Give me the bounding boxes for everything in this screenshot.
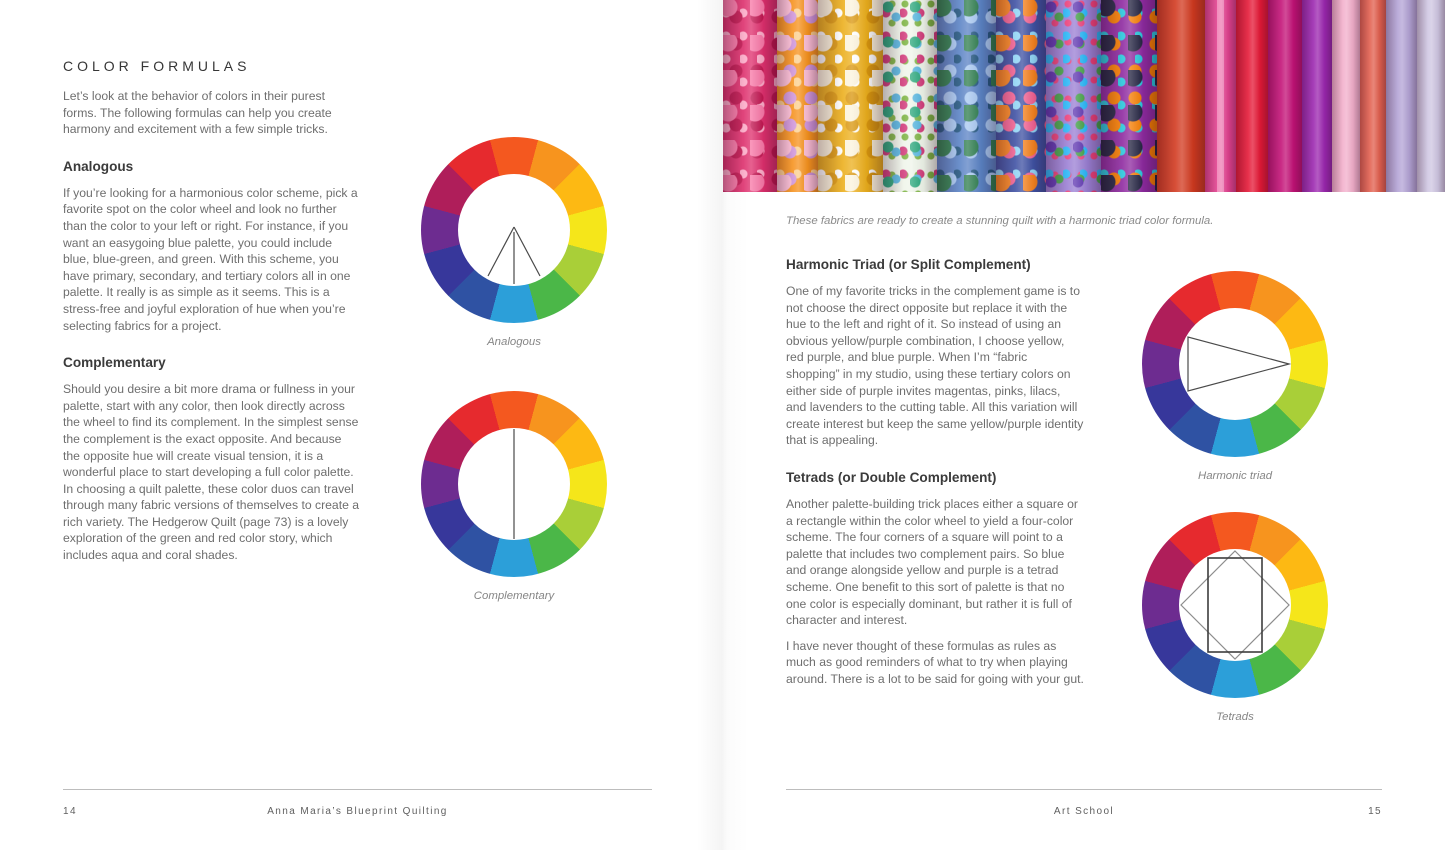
heading-complementary: Complementary [63, 355, 166, 371]
left-text-column [63, 58, 361, 564]
page-title: COLOR FORMULAS [63, 58, 251, 74]
section-title-footer: Art School [1053, 806, 1115, 817]
complement-line-overlay [421, 391, 607, 577]
fabric-roll [1101, 0, 1156, 192]
wheel-caption-tetrads: Tetrads [1216, 711, 1254, 723]
book-title-footer: Anna Maria’s Blueprint Quilting [267, 806, 448, 817]
color-wheel-tetrads [1142, 512, 1328, 723]
wheel-caption-analogous: Analogous [487, 336, 541, 348]
heading-tetrads: Tetrads (or Double Complement) [786, 469, 997, 485]
fabric-roll [1302, 0, 1333, 192]
fabric-roll [1236, 0, 1269, 192]
photo-caption: These fabrics are ready to create a stunning quilt with a harmonic triad color formula. [786, 215, 1214, 228]
fabric-roll [937, 0, 995, 192]
fabric-roll [1360, 0, 1386, 192]
color-wheel-ring [1142, 512, 1328, 698]
triad-triangle-overlay [1142, 271, 1328, 457]
analogous-paragraph: If you’re looking for a harmonious color scheme, pick a favorite spot on the color wheel and look no further than the color to your left or right. For instance, if you want an easygoing blue palette, you could include blue, blue-green, and green. With this scheme, you have primary, secondary, and tertiary colors all in one palette. It really is as simple as it seems. This is a stress-free and joyful exploration of hue when you’re selecting fabrics for a project. [63, 185, 358, 333]
color-wheel-ring [421, 391, 607, 577]
fabric-roll [777, 0, 818, 192]
color-wheel-ring [1142, 271, 1328, 457]
fabric-rolls-photo [723, 0, 1445, 192]
analogous-lines-overlay [421, 137, 607, 323]
fabric-roll [996, 0, 1046, 192]
fabric-roll [723, 0, 777, 192]
fabric-roll [818, 0, 883, 192]
color-wheel-analogous [421, 137, 607, 348]
wheel-caption-complementary: Complementary [473, 590, 555, 602]
fabric-roll [1205, 0, 1236, 192]
complementary-paragraph: Should you desire a bit more drama or fullness in your palette, start with any color, then look directly across the wheel to find its complement. In the simplest sense the complement is the exact opposite. And because the opposite hue will create visual tension, it is a wonderful place to start developing a full color palette. In choosing a quilt palette, these color duos can travel through many fabric versions of themselves to create a rich variety. The Hedgerow Quilt (page 73) is a lovely exploration of the green and red color story, which includes aqua and coral shades. [63, 382, 360, 563]
right-text-column [786, 257, 1084, 687]
fabric-roll [1417, 0, 1445, 192]
intro-paragraph: Let’s look at the behavior of colors in their purest forms. The following formulas can help you create harmony and excitement with a few simple tricks. [63, 89, 332, 137]
harmonic-triad-paragraph: One of my favorite tricks in the complement game is to not choose the direct opposite but replace it with the hue to the left and right of it. So instead of using an obvious yellow/purple combination, I choose yellow, red purple, and blue purple. When I’m “fabric shopping” in my studio, using these tertiary colors on either side of purple invites magentas, pinks, lilacs, and lavenders to the cutting table. All this variation will create interest but keep the same yellow/purple identity that is appealing. [786, 284, 1084, 448]
fabric-roll [1386, 0, 1418, 192]
right-page-number: 15 [1368, 806, 1382, 817]
heading-harmonic-triad: Harmonic Triad (or Split Complement) [786, 257, 1031, 272]
fabric-roll [883, 0, 937, 192]
color-wheel-harmonic-triad [1142, 271, 1328, 482]
left-footer-rule [63, 789, 652, 790]
right-footer-rule [786, 789, 1382, 790]
fabric-roll [1332, 0, 1360, 192]
heading-analogous: Analogous [63, 158, 134, 174]
color-wheel-ring [421, 137, 607, 323]
tetrads-paragraph: Another palette-building trick places either a square or a rectangle within the color wheel to yield a four-color scheme. The four corners of a square will point to a palette that includes two complement pairs. So blue and orange alongside yellow and purple is a tetrad scheme. One benefit to this sort of palette is that no one color is especially dominant, but rather it is full of character and interest. [786, 496, 1078, 628]
tetrad-shapes-overlay [1142, 512, 1328, 698]
fabric-roll [1268, 0, 1302, 192]
left-page-number: 14 [63, 806, 77, 817]
wheel-caption-harmonic-triad: Harmonic triad [1197, 470, 1273, 482]
fabric-roll [1157, 0, 1205, 192]
closing-paragraph: I have never thought of these formulas as rules as much as good reminders of what to try when playing around. There is a lot to be said for going with your gut. [786, 638, 1084, 686]
fabric-roll [1046, 0, 1101, 192]
color-wheel-complementary [421, 391, 607, 602]
